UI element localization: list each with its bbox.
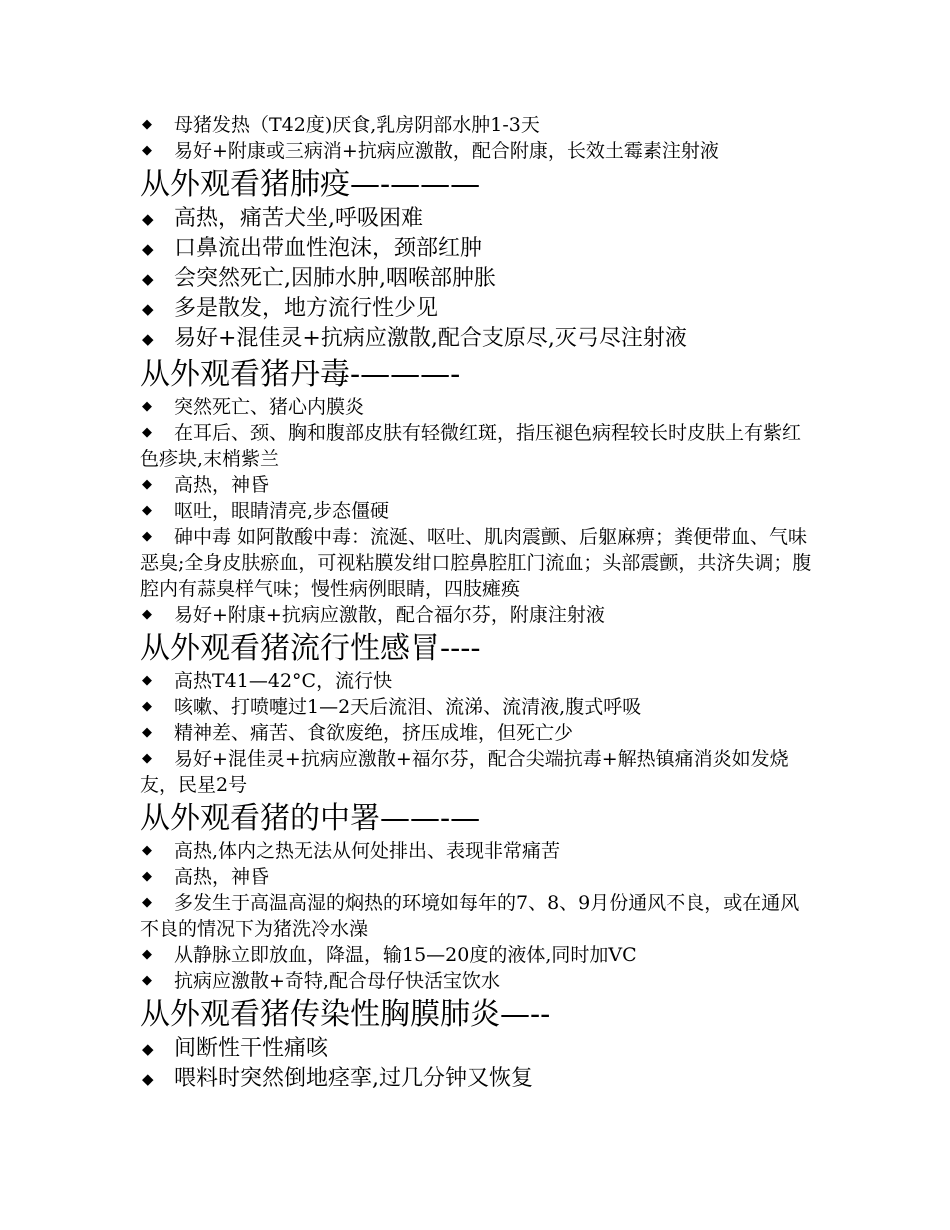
list-item [140, 112, 815, 138]
diamond-bullet-icon: ◆ [142, 607, 152, 622]
diamond-bullet-icon: ◆ [142, 270, 154, 288]
diamond-bullet-icon: ◆ [142, 699, 152, 714]
diamond-bullet-icon: ◆ [142, 117, 152, 132]
list-item [140, 420, 815, 472]
list-item [140, 524, 815, 602]
list-item [140, 1064, 815, 1094]
list-item-text: 口鼻流出带血性泡沫，颈部红肿 [174, 236, 483, 261]
list-item [140, 234, 815, 264]
diamond-bullet-icon: ◆ [142, 210, 154, 228]
list-item-text: 易好+混佳灵+抗病应激散+福尔芬，配合尖端抗毒+解热镇痛消炎如发烧友，民星2号 [140, 748, 789, 796]
list-item-text: 易好+附康或三病消+抗病应激散，配合附康，长效土霉素注射液 [174, 140, 719, 162]
diamond-bullet-icon: ◆ [142, 399, 152, 414]
list-item-text: 母猪发热（T42度)厌食,乳房阴部水肿1-3天 [174, 114, 540, 136]
list-item [140, 498, 815, 524]
diamond-bullet-icon: ◆ [142, 240, 154, 258]
list-item [140, 138, 815, 164]
list-item [140, 942, 815, 968]
section-heading: 从外观看猪丹毒-———- [140, 357, 461, 392]
list-item [140, 838, 815, 864]
list-item [140, 602, 815, 628]
diamond-bullet-icon: ◆ [142, 425, 152, 440]
list-item-text: 高热T41—42°C，流行快 [174, 670, 393, 692]
section-heading: 从外观看猪传染性胸膜肺炎—-- [140, 997, 551, 1032]
diamond-bullet-icon: ◆ [142, 1070, 154, 1088]
list-item [140, 968, 815, 994]
list-item [140, 394, 815, 420]
diamond-bullet-icon: ◆ [142, 300, 154, 318]
list-item [140, 264, 815, 294]
list-item-text: 多发生于高温高湿的焖热的环境如每年的7、8、9月份通风不良，或在通风不良的情况下为猪洗冷水澡 [140, 892, 800, 940]
section-heading: 从外观看猪流行性感冒---- [140, 631, 481, 666]
list-item [140, 204, 815, 234]
diamond-bullet-icon: ◆ [142, 725, 152, 740]
diamond-bullet-icon: ◆ [142, 503, 152, 518]
list-item-text: 会突然死亡,因肺水肿,咽喉部肿胀 [174, 266, 496, 291]
list-item-text: 抗病应激散+奇特,配合母仔快活宝饮水 [174, 970, 500, 992]
list-item-text: 喂料时突然倒地痉挛,过几分钟又恢复 [174, 1066, 533, 1091]
list-item [140, 668, 815, 694]
list-item-text: 在耳后、颈、胸和腹部皮肤有轻微红斑，指压褪色病程较长时皮肤上有紫红色疹块,末梢紫兰 [140, 422, 802, 470]
list-item-text: 间断性干性痛咳 [174, 1036, 329, 1061]
list-item [140, 694, 815, 720]
section-heading: 从外观看猪的中署——-— [140, 801, 481, 836]
list-item-text: 高热，痛苦犬坐,呼吸困难 [174, 206, 423, 231]
diamond-bullet-icon: ◆ [142, 973, 152, 988]
diamond-bullet-icon: ◆ [142, 843, 152, 858]
section-heading: 从外观看猪肺疫—-——— [140, 167, 481, 202]
list-item-text: 多是散发，地方流行性少见 [174, 296, 439, 321]
list-item-text: 咳嗽、打喷嚏过1—2天后流泪、流涕、流清液,腹式呼吸 [174, 696, 642, 718]
diamond-bullet-icon: ◆ [142, 330, 154, 348]
list-item [140, 746, 815, 798]
list-item-text: 易好+附康+抗病应激散，配合福尔芬，附康注射液 [174, 604, 605, 626]
diamond-bullet-icon: ◆ [142, 673, 152, 688]
diamond-bullet-icon: ◆ [142, 947, 152, 962]
list-item [140, 472, 815, 498]
list-item-text: 精神差、痛苦、食欲废绝，挤压成堆，但死亡少 [174, 722, 574, 744]
diamond-bullet-icon: ◆ [142, 143, 152, 158]
list-item-text: 从静脉立即放血，降温，输15—20度的液体,同时加VC [174, 944, 637, 966]
list-item-text: 高热,体内之热无法从何处排出、表现非常痛苦 [174, 840, 561, 862]
list-item-text: 突然死亡、猪心内膜炎 [174, 396, 365, 418]
diamond-bullet-icon: ◆ [142, 869, 152, 884]
diamond-bullet-icon: ◆ [142, 751, 152, 766]
list-item-text: 呕吐，眼睛清亮,步态僵硬 [174, 500, 390, 522]
diamond-bullet-icon: ◆ [142, 529, 152, 544]
diamond-bullet-icon: ◆ [142, 1040, 154, 1058]
list-item [140, 294, 815, 324]
diamond-bullet-icon: ◆ [142, 895, 152, 910]
list-item-text: 高热，神昏 [174, 866, 270, 888]
list-item [140, 864, 815, 890]
list-item-text: 易好+混佳灵+抗病应激散,配合支原尽,灭弓尽注射液 [174, 326, 687, 351]
list-item-text: 高热，神昏 [174, 474, 270, 496]
document-page [140, 112, 815, 1094]
list-item [140, 720, 815, 746]
list-item [140, 890, 815, 942]
list-item-text: 砷中毒 如阿散酸中毒：流涎、呕吐、肌肉震颤、后躯麻痹；粪便带血、气味恶臭;全身皮肤瘀血，可视粘膜发绀口腔鼻腔肛门流血；头部震颤，共济失调；腹腔内有蒜臭样气味；慢性病例眼睛，四肢瘫痪 [140, 526, 812, 600]
diamond-bullet-icon: ◆ [142, 477, 152, 492]
list-item [140, 324, 815, 354]
list-item [140, 1034, 815, 1064]
